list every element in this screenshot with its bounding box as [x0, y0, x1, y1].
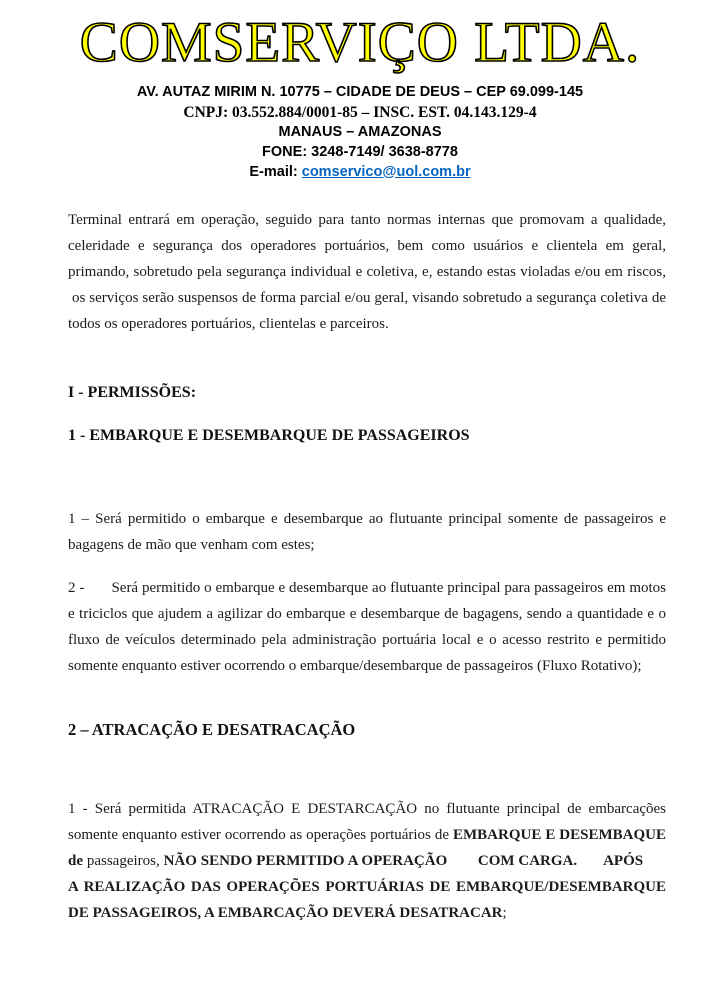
- address-line: AV. AUTAZ MIRIM N. 10775 – CIDADE DE DEUS – CEP 69.099-145: [136, 83, 584, 100]
- text-segment: NÃO SENDO PERMITIDO A OPERAÇÃO COM CARGA. APÓS A REALIZAÇÃO DAS OPERAÇÕES PORTUÁRIAS DE EMBARQUE/DESEMBARQUE DE PASSAGEIROS, A EMBARCAÇÃO DEVERÁ DESATRACAR: [68, 852, 667, 921]
- item2-paragraph: 2 - Será permitido o embarque e desembarque ao flutuante principal para passageiros em motos e triciclos que ajudem a agilizar do embarque e desembarque de bagagens, sendo a quantidade e o fluxo de veículos determinado pela administração portuária local e o acesso restrito e permitido somente enquanto estiver ocorrendo o embarque/desembarque de passageiros (Fluxo Rotativo);: [68, 579, 666, 674]
- letterhead: [0, 0, 720, 182]
- text-segment: passageiros,: [86, 852, 164, 869]
- city-line: MANAUS – AMAZONAS: [278, 123, 442, 140]
- email-label: E-mail:: [249, 163, 302, 180]
- item1-paragraph: 1 – Será permitido o embarque e desembarque ao flutuante principal somente de passageiros e bagagens de mão que venham com estes;: [68, 510, 666, 553]
- text-segment: ;: [502, 904, 507, 921]
- company-title: COMSERVIÇO LTDA.: [79, 11, 641, 74]
- document-body: [0, 207, 720, 926]
- cnpj-line: CNPJ: 03.552.884/0001-85 – INSC. EST. 04.143.129-4: [183, 103, 537, 121]
- email-link[interactable]: comservico@uol.com.br: [301, 163, 471, 180]
- text-segment: EMBARQUE E DESEMBAQUE de: [68, 826, 666, 869]
- item3-paragraph: [68, 796, 666, 926]
- section1-subheading: 1 - EMBARQUE E DESEMBARQUE DE PASSAGEIROS: [68, 426, 470, 444]
- text-segment: 1 - Será permitida ATRACAÇÃO E DESTARCAÇÃO no flutuante principal de embarcações somente enquanto estiver ocorrendo as operações portuários de: [68, 800, 666, 843]
- section1-heading: I - PERMISSÕES:: [68, 383, 197, 401]
- email-line: [0, 163, 720, 182]
- phone-line: FONE: 3248-7149/ 3638-8778: [262, 143, 458, 160]
- section2-heading: 2 – ATRACAÇÃO E DESATRACAÇÃO: [68, 719, 356, 739]
- intro-paragraph: Terminal entrará em operação, seguido para tanto normas internas que promovam a qualidade, celeridade e segurança dos operadores portuários, bem como usuários e clientela em geral, primando, sobretudo pela segurança individual e coletiva, e, estando estas violadas e/ou em riscos, os serviços serão suspensos de forma parcial e/ou geral, visando sobretudo a segurança coletiva de todos os operadores portuários, clientelas e parceiros.: [68, 211, 666, 332]
